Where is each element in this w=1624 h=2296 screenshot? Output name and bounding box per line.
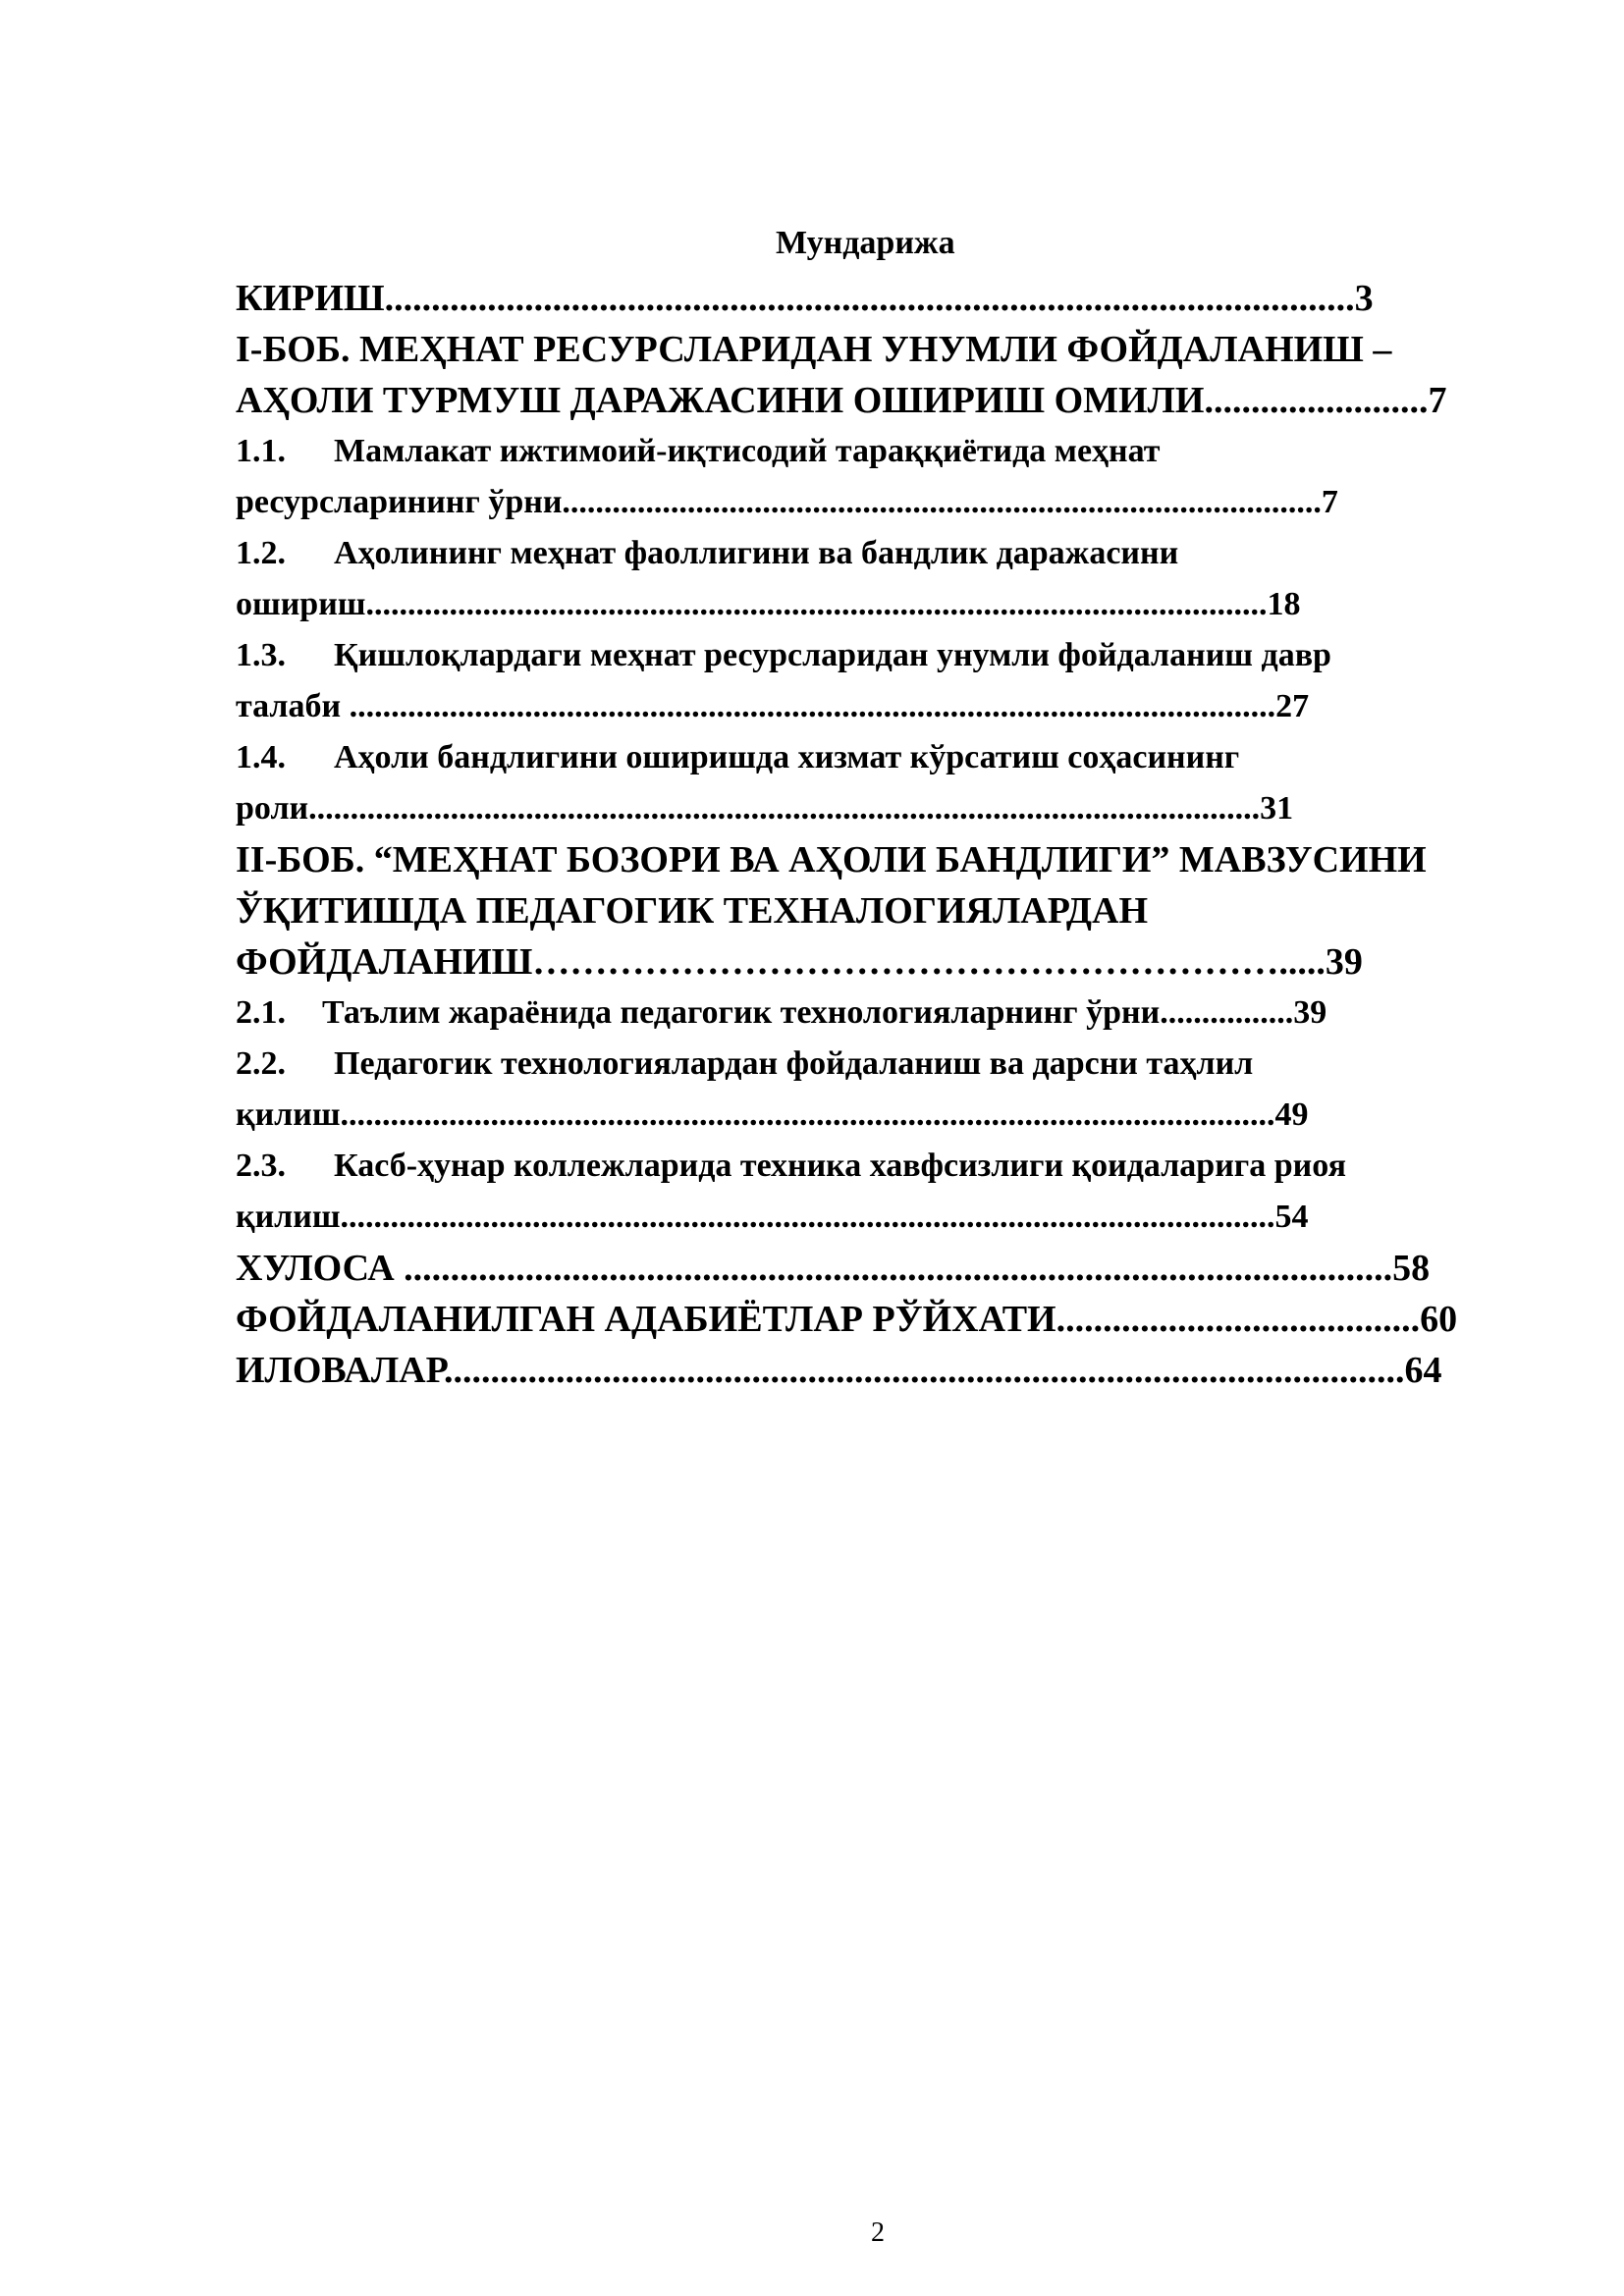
toc-entry: [236, 1345, 1442, 1396]
toc-entry: [236, 273, 1374, 324]
toc-entry-text: ЎҚИТИШДА ПЕДАГОГИК ТЕХНАЛОГИЯЛАРДАН: [236, 890, 1149, 932]
toc-entry-text: I-БОБ. МЕҲНАТ РЕСУРСЛАРИДАН УНУМЛИ ФОЙДАЛАНИШ –: [236, 329, 1392, 370]
toc-entry: [236, 783, 1293, 834]
toc-entry: [236, 579, 1301, 630]
toc-entry-text: Қишлоқлардаги меҳнат ресурсларидан унумли фойдаланиш давр: [334, 637, 1331, 673]
toc-entry-text: ошириш............................................................................................................18: [236, 586, 1301, 622]
toc-entry-text: Педагогик технологиялардан фойдаланиш ва дарсни таҳлил: [334, 1045, 1254, 1082]
toc-entry-text: ФОЙДАЛАНИЛГАН АДАБИЁТЛАР РЎЙХАТИ.......................................60: [236, 1299, 1458, 1340]
toc-entry-text: АҲОЛИ ТУРМУШ ДАРАЖАСИНИ ОШИРИШ ОМИЛИ........................7: [236, 380, 1447, 421]
toc-entry-text: ИЛОВАЛАР.......................................................................................................64: [236, 1350, 1442, 1391]
toc-entry-text: ФОЙДАЛАНИШ…………………………………………………….....39: [236, 941, 1363, 983]
toc-entry: [236, 426, 1160, 477]
toc-entry-number: 1.3.: [236, 637, 286, 673]
toc-entry-text: ХУЛОСА ..........................................................................................................58: [236, 1248, 1431, 1289]
toc-entry-text: Мамлакат ижтимоий-иқтисодий тараққиётида меҳнат: [334, 433, 1161, 469]
toc-entry-text: қилиш................................................................................................................49: [236, 1096, 1309, 1133]
toc-entry-number: 2.3.: [236, 1148, 286, 1184]
toc-entry-text: Аҳолининг меҳнат фаоллигини ва бандлик даражасини: [334, 535, 1179, 571]
toc-entry: [236, 477, 1338, 528]
page-number: 2: [871, 2217, 885, 2248]
toc-entry-text: КИРИШ........................................................................................................3: [236, 278, 1374, 319]
toc-entry: [236, 630, 1331, 681]
toc-entry: [236, 375, 1446, 426]
toc-entry-text: Аҳоли бандлигини оширишда хизмат кўрсатиш соҳасининг: [334, 739, 1240, 775]
toc-entry: [236, 1039, 1253, 1090]
toc-entry: [236, 936, 1363, 988]
toc-entry: [236, 834, 1427, 885]
toc-entry-text: қилиш................................................................................................................54: [236, 1199, 1309, 1235]
toc-title: Мундарижа: [776, 225, 955, 261]
toc-entry: [236, 324, 1391, 375]
toc-entry: [236, 1294, 1457, 1345]
toc-entry-text: роли..................................................................................................................31: [236, 790, 1294, 827]
toc-entry-number: 1.4.: [236, 739, 286, 775]
toc-entry: [236, 1090, 1309, 1141]
toc-entry-number: 1.2.: [236, 535, 286, 571]
toc-entry-text: ресурсларининг ўрни...........................................................................................7: [236, 484, 1338, 520]
toc-entry: [236, 1243, 1430, 1294]
toc-entry-number: 2.1.: [236, 994, 286, 1031]
toc-entry: [236, 988, 1326, 1039]
toc-entry: [236, 1192, 1309, 1243]
toc-entry: [236, 885, 1148, 936]
toc-entry: [236, 681, 1309, 732]
toc-entry-number: 1.1.: [236, 433, 286, 469]
toc-entry-text: талаби ...............................................................................................................27: [236, 688, 1310, 724]
toc-entry: [236, 528, 1178, 579]
toc-entry: [236, 732, 1239, 783]
toc-entry-text: II-БОБ. “МЕҲНАТ БОЗОРИ ВА АҲОЛИ БАНДЛИГИ” МАВЗУСИНИ: [236, 839, 1427, 881]
toc-entry-text: Касб-ҳунар коллежларида техника хавфсизлиги қоидаларига риоя: [334, 1148, 1346, 1184]
toc-entry: [236, 1141, 1346, 1192]
toc-entry-number: 2.2.: [236, 1045, 286, 1082]
toc-entry-text: Таълим жараёнида педагогик технологияларнинг ўрни................39: [322, 994, 1327, 1031]
